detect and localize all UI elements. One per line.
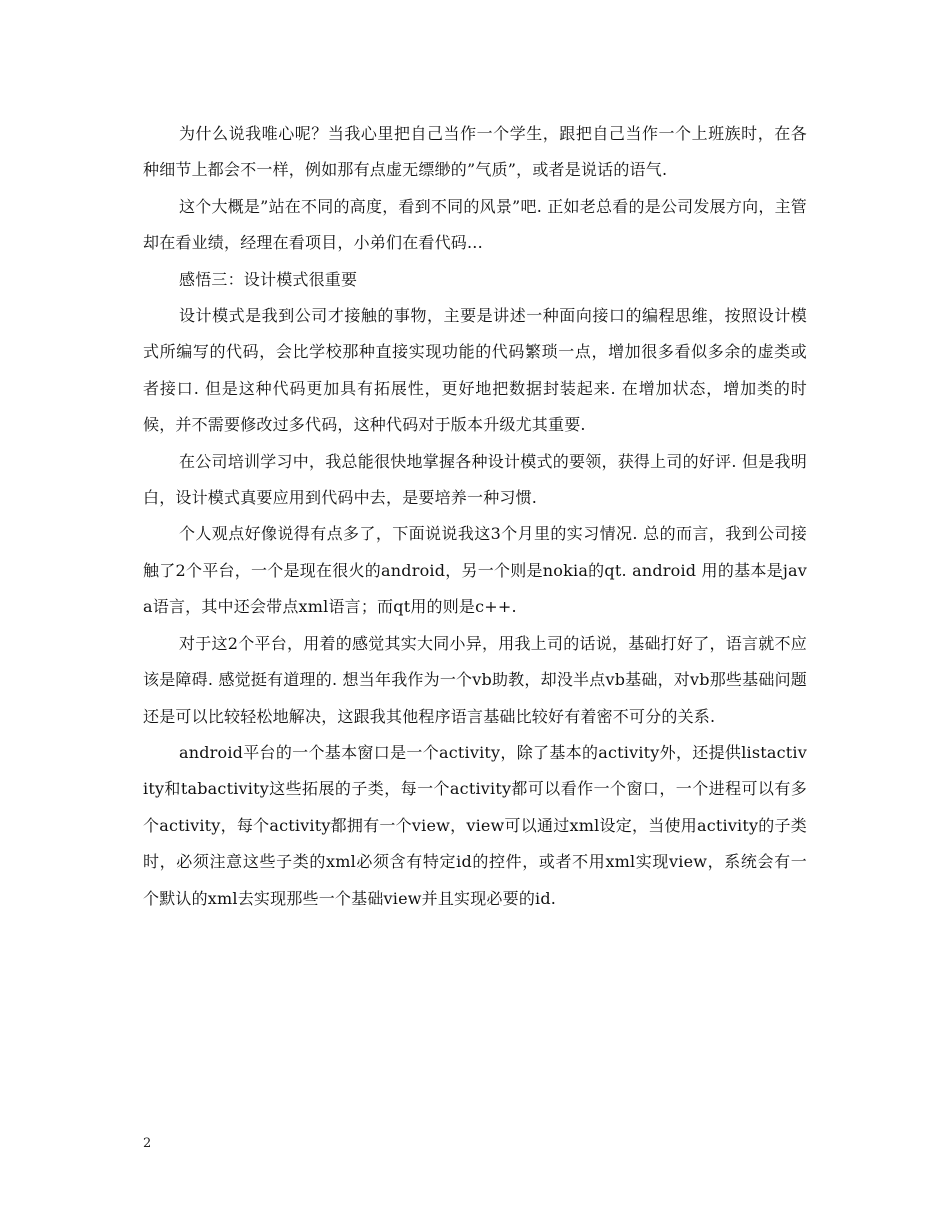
paragraph-1: 为什么说我唯心呢？当我心里把自己当作一个学生，跟把自己当作一个上班族时，在各种细节上都会不一样，例如那有点虚无缥缈的”气质”，或者是说话的语气. <box>143 124 807 180</box>
page-number: 2 <box>143 1136 152 1151</box>
section-heading: 感悟三：设计模式很重要 <box>179 269 358 289</box>
paragraph-3: 设计模式是我到公司才接触的事物，主要是讲述一种面向接口的编程思维，按照设计模式所编写的代码，会比学校那种直接实现功能的代码繁琐一点，增加很多看似多余的虚类或者接口. 但是这种代码更加具有拓展性，更好地把数据封装起来. 在增加状态，增加类的时候，并不需要修改过多代码，这种代码对于版本升级尤其重要. <box>143 306 807 435</box>
paragraph-4: 在公司培训学习中，我总能很快地掌握各种设计模式的要领，获得上司的好评. 但是我明白，设计模式真要应用到代码中去，是要培养一种习惯. <box>143 451 807 508</box>
paragraph-5: 个人观点好像说得有点多了，下面说说我这3个月里的实习情况. 总的而言，我到公司接触了2个平台，一个是现在很火的android，另一个则是nokia的qt. android 用的基本是java语言，其中还会带点xml语言；而qt用的则是c++. <box>143 524 807 617</box>
paragraph-2: 这个大概是”站在不同的高度，看到不同的风景”吧. 正如老总看的是公司发展方向，主管却在看业绩，经理在看项目，小弟们在看代码... <box>143 196 807 253</box>
document-body <box>143 116 807 917</box>
paragraph-6: 对于这2个平台，用着的感觉其实大同小异，用我上司的话说，基础打好了，语言就不应该是障碍. 感觉挺有道理的. 想当年我作为一个vb助教，却没半点vb基础，对vb那些基础问题还是可以比较轻松地解决，这跟我其他程序语言基础比较好有着密不可分的关系. <box>143 633 807 726</box>
paragraph-7: android平台的一个基本窗口是一个activity，除了基本的activity外，还提供listactivity和tabactivity这些拓展的子类，每一个activity都可以看作一个窗口，一个进程可以有多个activity，每个activity都拥有一个view，view可以通过xml设定，当使用activity的子类时，必须注意这些子类的xml必须含有特定id的控件，或者不用xml实现view，系统会有一个默认的xml去实现那些一个基础view并且实现必要的id. <box>143 742 807 908</box>
